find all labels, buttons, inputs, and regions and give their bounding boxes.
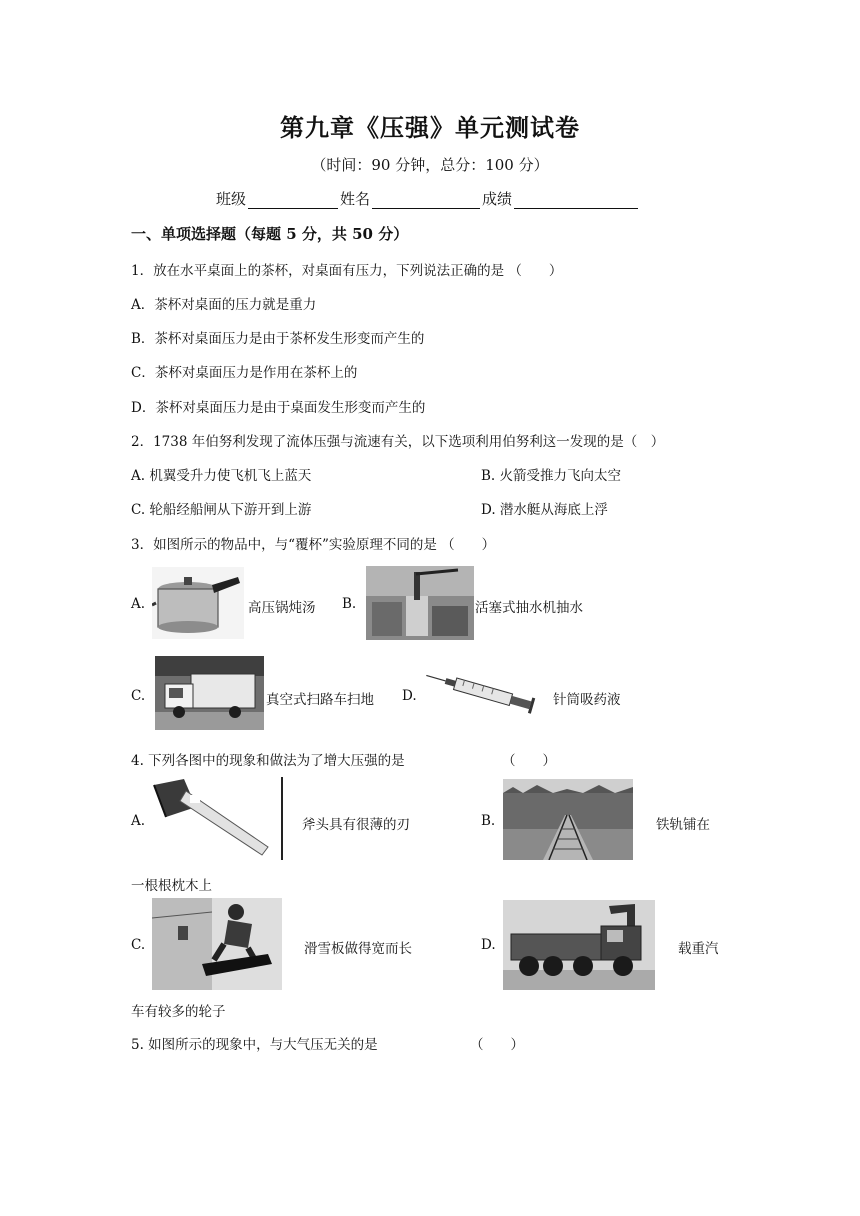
page-title: 第九章《压强》单元测试卷 (280, 113, 580, 142)
question-2-option-a[interactable]: A. 机翼受升力使飞机飞上蓝天 (131, 468, 312, 484)
question-4-option-a-letter[interactable]: A. (131, 813, 146, 829)
question-3-option-a-letter[interactable]: A. (131, 596, 146, 612)
question-1-stem: 1．放在水平桌面上的茶杯，对桌面有压力，下列说法正确的是 （ ） (131, 263, 563, 279)
question-2-option-c[interactable]: C. 轮船经船闸从下游开到上游 (131, 502, 312, 518)
question-4-option-d-letter[interactable]: D. (481, 937, 496, 953)
piston-pump-image (366, 566, 474, 640)
question-2-option-b[interactable]: B. 火箭受推力飞向太空 (481, 468, 622, 484)
question-3-stem: 3．如图所示的物品中，与“覆杯”实验原理不同的是 （ ） (131, 537, 496, 553)
question-5-stem: 5. 如图所示的现象中，与大气压无关的是 (131, 1037, 378, 1053)
name-blank[interactable] (372, 192, 480, 209)
class-blank[interactable] (248, 192, 338, 209)
snowboarder-image (152, 898, 282, 990)
question-3-option-d-letter[interactable]: D. (402, 688, 417, 704)
question-4-option-a-text[interactable]: 斧头具有很薄的刃 (302, 817, 410, 833)
class-label: 班级 (216, 190, 247, 208)
question-4-option-b-text[interactable]: 铁轨铺在 (656, 817, 710, 833)
heavy-truck-image (503, 900, 655, 990)
exam-subtitle: （时间：90 分钟，总分：100 分） (311, 156, 549, 174)
question-3-option-c-letter[interactable]: C. (131, 688, 146, 704)
question-1-option-d[interactable]: D．茶杯对桌面压力是由于桌面发生形变而产生的 (131, 400, 426, 416)
score-blank[interactable] (514, 192, 638, 209)
section-heading-single-choice: 一、单项选择题（每题 5 分，共 50 分） (131, 225, 409, 243)
syringe-image (422, 666, 546, 718)
question-4-option-d-text[interactable]: 载重汽 (678, 941, 719, 957)
pressure-cooker-image (152, 567, 244, 639)
question-1-option-b[interactable]: B．茶杯对桌面压力是由于茶杯发生形变而产生的 (131, 331, 425, 347)
question-4-option-c-text[interactable]: 滑雪板做得宽而长 (304, 941, 412, 957)
question-5-answer-paren[interactable]: （ ） (470, 1037, 524, 1053)
question-4-option-d-continued[interactable]: 车有较多的轮子 (131, 1004, 226, 1020)
question-4-option-b-letter[interactable]: B. (481, 813, 496, 829)
question-4-option-c-letter[interactable]: C. (131, 937, 146, 953)
street-sweeper-truck-image (155, 656, 264, 730)
question-1-option-a[interactable]: A．茶杯对桌面的压力就是重力 (131, 297, 317, 313)
question-4-option-b-continued[interactable]: 一根根枕木上 (131, 878, 212, 894)
railway-track-image (503, 779, 633, 860)
question-4-stem: 4. 下列各图中的现象和做法为了增大压强的是 (131, 753, 405, 769)
name-label: 姓名 (340, 190, 371, 208)
question-1-option-c[interactable]: C．茶杯对桌面压力是作用在茶杯上的 (131, 365, 358, 381)
question-3-option-a-text[interactable]: 高压锅炖汤 (248, 600, 316, 616)
question-3-option-c-text[interactable]: 真空式扫路车扫地 (266, 692, 374, 708)
question-2-stem: 2．1738 年伯努利发现了流体压强与流速有关，以下选项利用伯努利这一发现的是（ ） (131, 434, 665, 450)
question-2-option-d[interactable]: D. 潜水艇从海底上浮 (481, 502, 608, 518)
question-3-option-b-letter[interactable]: B. (342, 596, 357, 612)
question-3-option-d-text[interactable]: 针筒吸药液 (553, 692, 621, 708)
student-info-fields (216, 188, 640, 209)
question-4-answer-paren[interactable]: （ ） (502, 753, 556, 769)
score-label: 成绩 (482, 190, 513, 208)
question-3-option-b-text[interactable]: 活塞式抽水机抽水 (475, 600, 583, 616)
axe-image (150, 777, 284, 860)
